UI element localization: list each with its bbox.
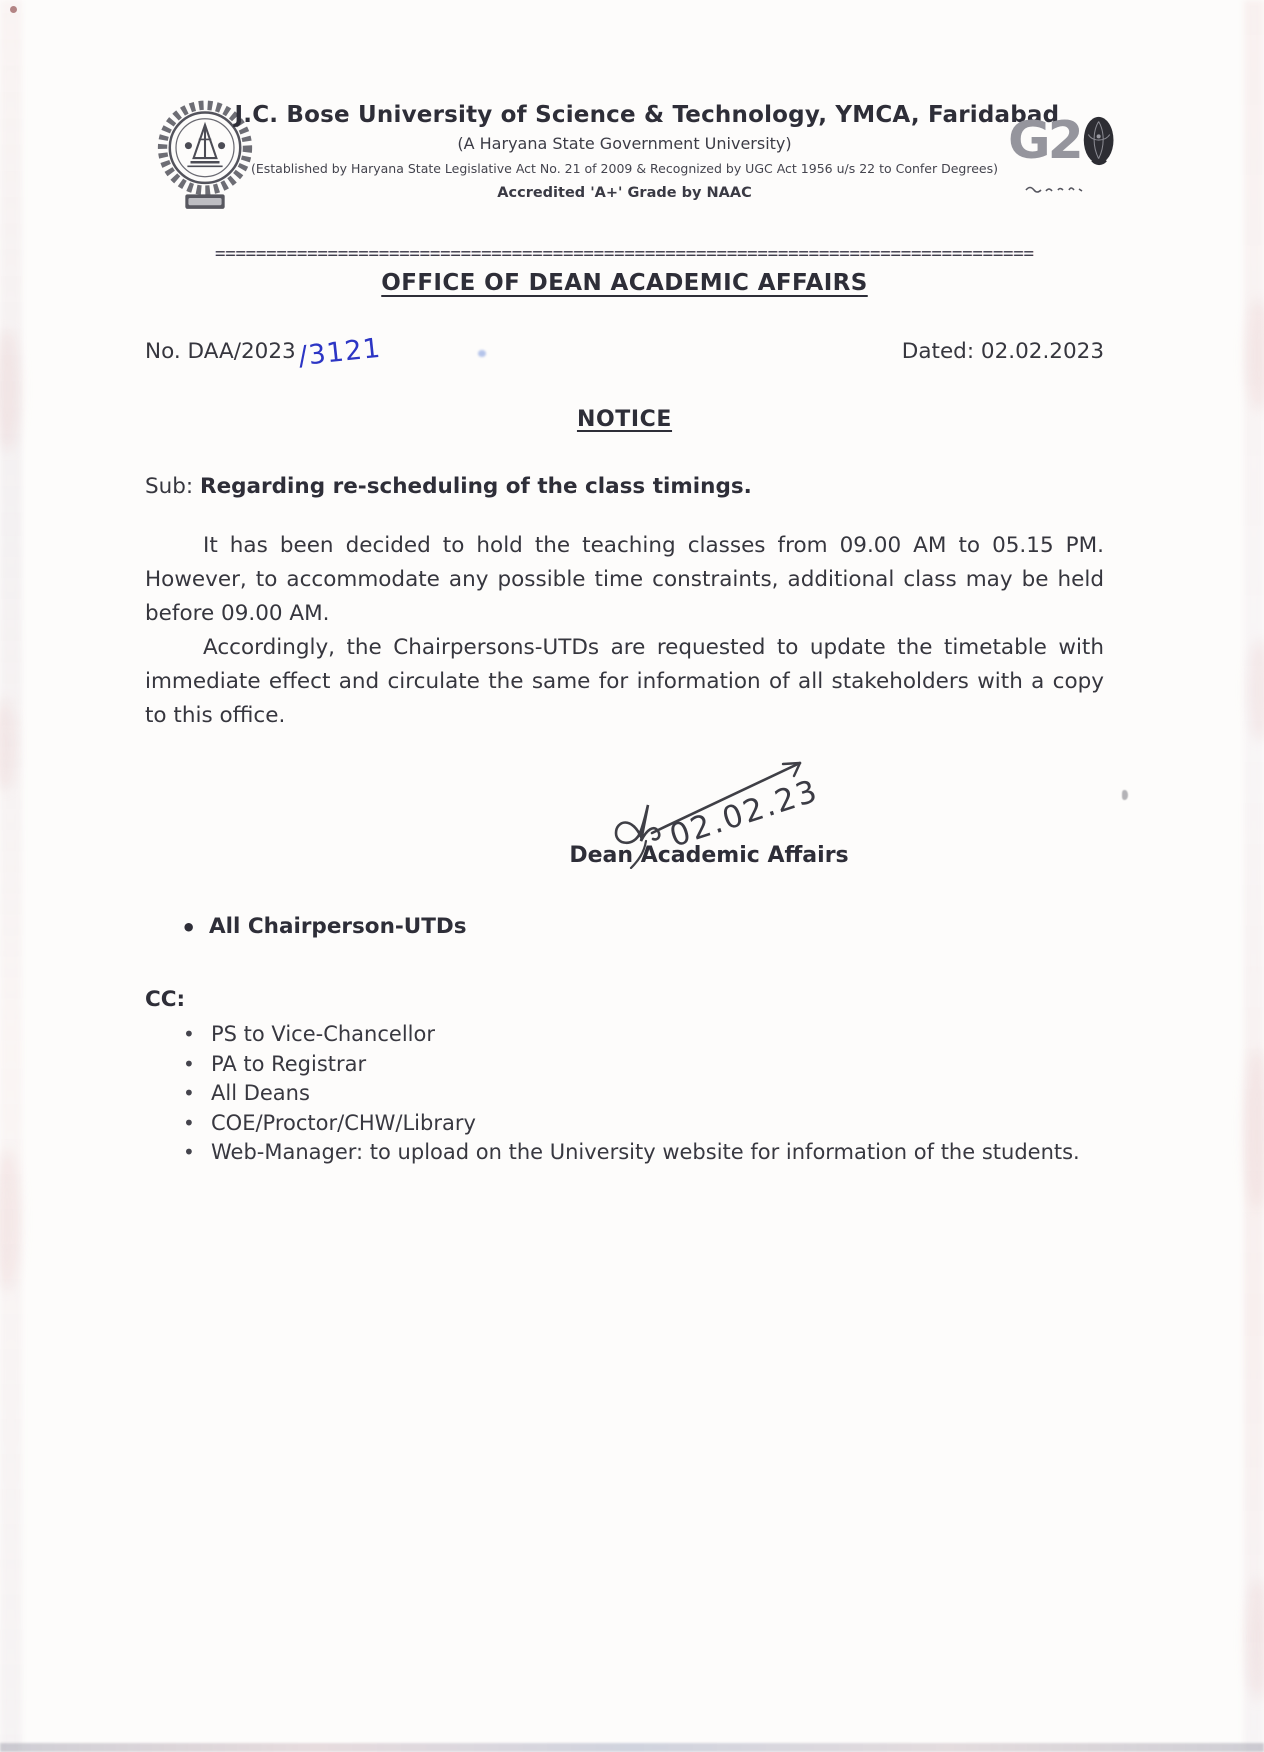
scan-artifact [1248, 640, 1264, 740]
letterhead [145, 100, 1104, 232]
cc-list [145, 1020, 1104, 1168]
g20-lotus-icon [1081, 112, 1118, 170]
notice-title: NOTICE [576, 407, 673, 432]
cc-item: • COE/Proctor/CHW/Library [145, 1109, 1104, 1139]
scan-artifact [0, 0, 22, 1752]
scan-artifact [0, 330, 20, 450]
office-title: OFFICE OF DEAN ACADEMIC AFFAIRS [381, 270, 868, 296]
scan-artifact [10, 6, 17, 13]
reference-number-handwritten: /3121 [296, 332, 383, 373]
cc-item: • All Deans [145, 1079, 1104, 1109]
university-accreditation: Accredited 'A+' Grade by NAAC [497, 185, 752, 201]
scan-artifact [0, 700, 16, 790]
signature-block [532, 741, 886, 868]
reference-number [145, 332, 383, 373]
cc-label: CC: [145, 987, 186, 1012]
university-name: J.C. Bose University of Science & Technology, YMCA, Faridabad [234, 102, 1060, 128]
signature-date: 02.02.23 [665, 772, 823, 855]
subject-text: Regarding re-scheduling of the class timings. [200, 474, 752, 499]
g20-caption-squiggle [1022, 182, 1088, 198]
divider-line: ================================================================================ [215, 244, 1034, 264]
scan-artifact [1244, 0, 1264, 1752]
scan-artifact [1246, 1580, 1264, 1700]
subject-label: Sub: [145, 474, 194, 499]
scan-artifact [0, 1150, 20, 1290]
date-line: Dated: 02.02.2023 [901, 339, 1104, 364]
scan-artifact [1244, 1050, 1264, 1210]
cc-item: • PA to Registrar [145, 1050, 1104, 1080]
scan-artifact [1246, 300, 1264, 410]
reference-number-printed: No. DAA/2023 [145, 339, 296, 364]
body-paragraph-1: It has been decided to hold the teaching classes from 09.00 AM to 05.15 PM. However, to accommodate any possible time constraints, additional class may be held before 09.00 AM. [145, 533, 1104, 626]
subject-line [145, 474, 1104, 499]
body-paragraph-2: Accordingly, the Chairpersons-UTDs are requested to update the timetable with immediate effect and circulate the same for information of all stakeholders with a copy to this office. [145, 635, 1104, 728]
signatory-title: Dean Academic Affairs [569, 843, 849, 868]
g20-text: G2 [1008, 111, 1081, 171]
scan-artifact [1122, 790, 1128, 800]
g20-logo [1008, 112, 1118, 216]
reference-row [145, 332, 1104, 373]
scan-artifact [0, 1743, 1264, 1752]
university-establishment-line: (Established by Haryana State Legislative Act No. 21 of 2009 & Recognized by UGC Act 1956 u/s 22 to Confer Degrees) [250, 161, 998, 176]
university-subtitle: (A Haryana State Government University) [457, 134, 792, 153]
cc-item: • Web-Manager: to upload on the University website for information of the students. [145, 1138, 1104, 1168]
cc-item: • PS to Vice-Chancellor [145, 1020, 1104, 1050]
addressee-item: • All Chairperson-UTDs [145, 914, 1104, 939]
